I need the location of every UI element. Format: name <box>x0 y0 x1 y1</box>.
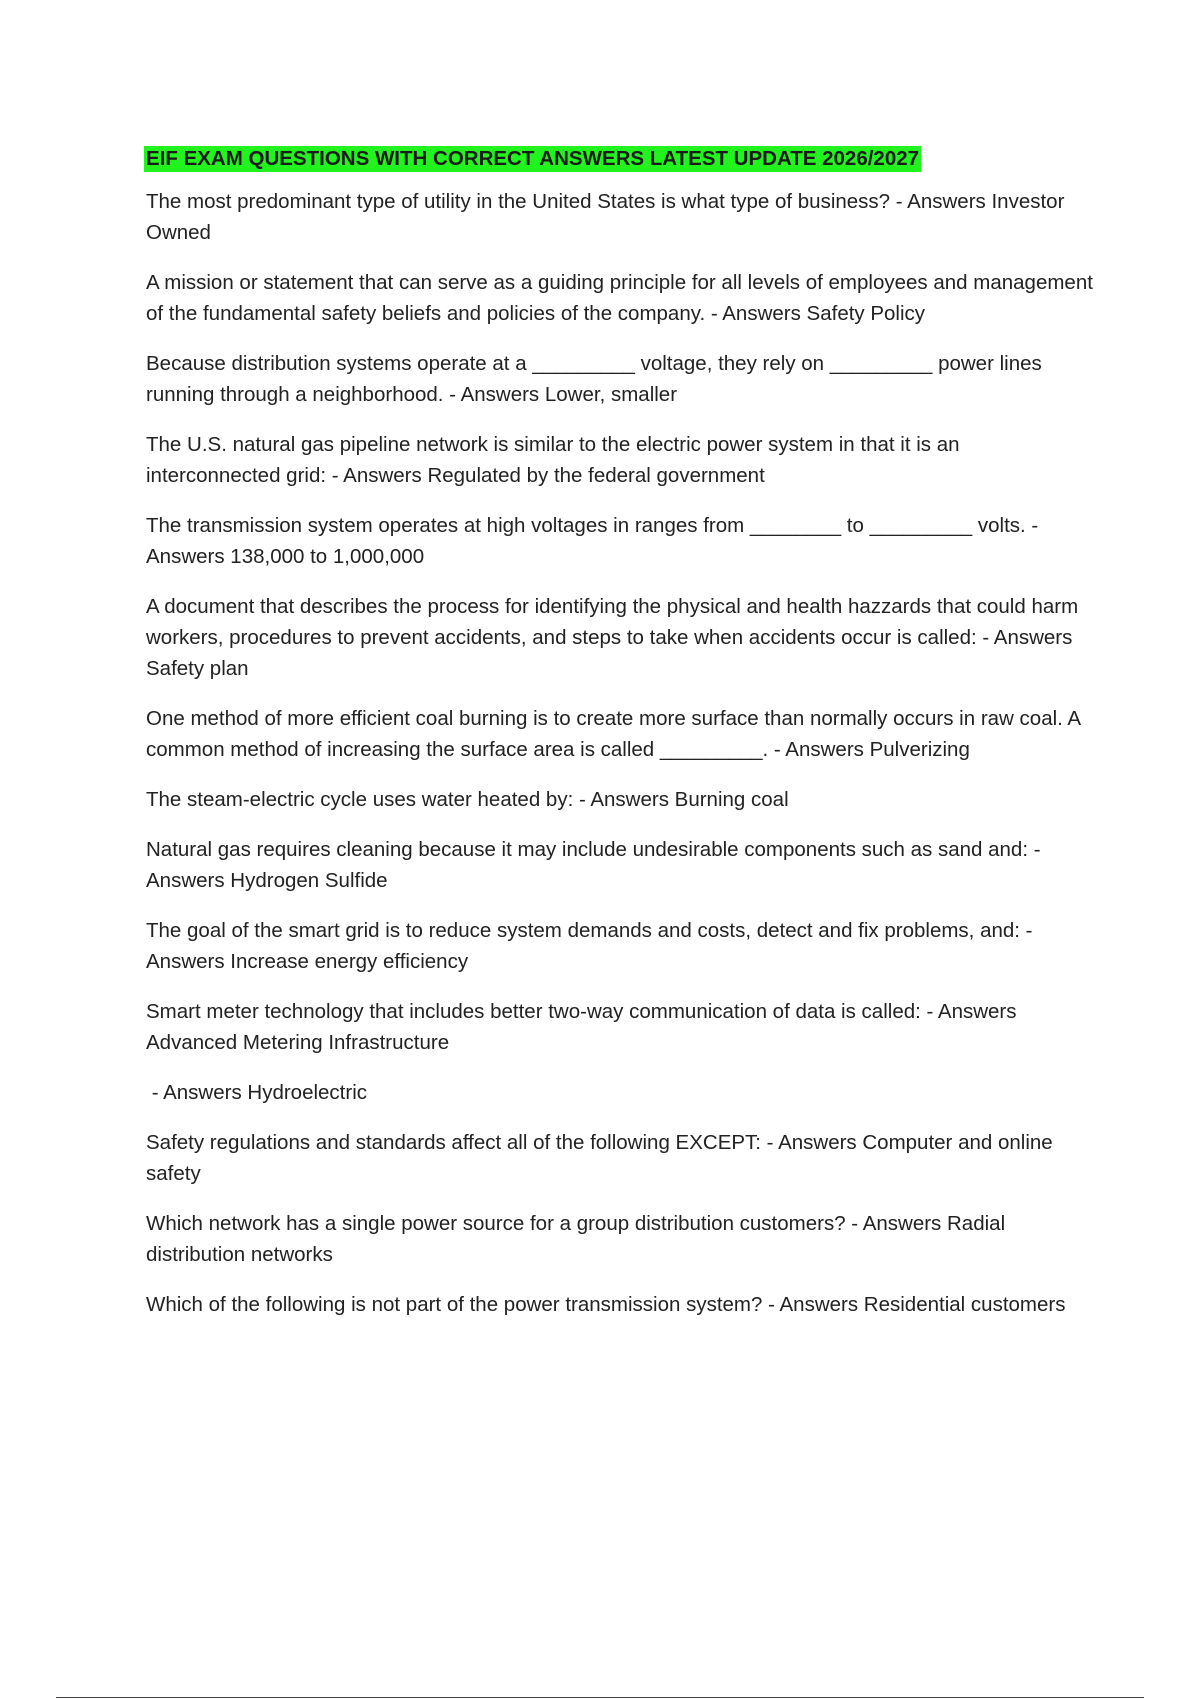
qa-item: A document that describes the process for identifying the physical and health hazzards that could harm workers, procedures to prevent accidents, and steps to take when accidents occur is called: - Answers Safety plan <box>146 595 1084 680</box>
qa-item: Natural gas requires cleaning because it may include undesirable components such as sand and: - Answers Hydrogen Sulfide <box>146 838 1046 892</box>
qa-item: The U.S. natural gas pipeline network is similar to the electric power system in that it is an interconnected grid: - Answers Regulated by the federal government <box>146 433 966 487</box>
qa-item: One method of more efficient coal burning is to create more surface than normally occurs in raw coal. A common method of increasing the surface area is called _________. - Answers Pulverizing <box>146 707 1086 761</box>
qa-item: The most predominant type of utility in the United States is what type of business? - Answers Investor Owned <box>146 190 1071 244</box>
qa-item: Because distribution systems operate at a _________ voltage, they rely on _________ power lines running through a neighborhood. - Answers Lower, smaller <box>146 352 1048 406</box>
qa-item: Safety regulations and standards affect all of the following EXCEPT: - Answers Computer and online safety <box>146 1131 1059 1185</box>
qa-item: - Answers Hydroelectric <box>146 1081 368 1104</box>
qa-item: Smart meter technology that includes better two-way communication of data is called: - Answers Advanced Metering Infrastructure <box>146 1000 1022 1054</box>
footer-divider <box>56 1697 1144 1698</box>
qa-item: Which network has a single power source for a group distribution customers? - Answers Radial distribution networks <box>146 1212 1011 1266</box>
question-answer-list <box>146 186 1099 1320</box>
qa-item: The steam-electric cycle uses water heated by: - Answers Burning coal <box>146 788 789 811</box>
qa-item: Which of the following is not part of the power transmission system? - Answers Residential customers <box>146 1293 1066 1316</box>
qa-item: The transmission system operates at high voltages in ranges from ________ to _________ volts. - Answers 138,000 to 1,000,000 <box>146 514 1043 568</box>
qa-item: A mission or statement that can serve as a guiding principle for all levels of employees and management of the fundamental safety beliefs and policies of the company. - Answers Safety Policy <box>146 271 1099 325</box>
document-page <box>146 146 1099 1339</box>
document-title: EIF EXAM QUESTIONS WITH CORRECT ANSWERS LATEST UPDATE 2026/2027 <box>146 147 920 170</box>
qa-item: The goal of the smart grid is to reduce system demands and costs, detect and fix problems, and: - Answers Increase energy efficiency <box>146 919 1038 973</box>
